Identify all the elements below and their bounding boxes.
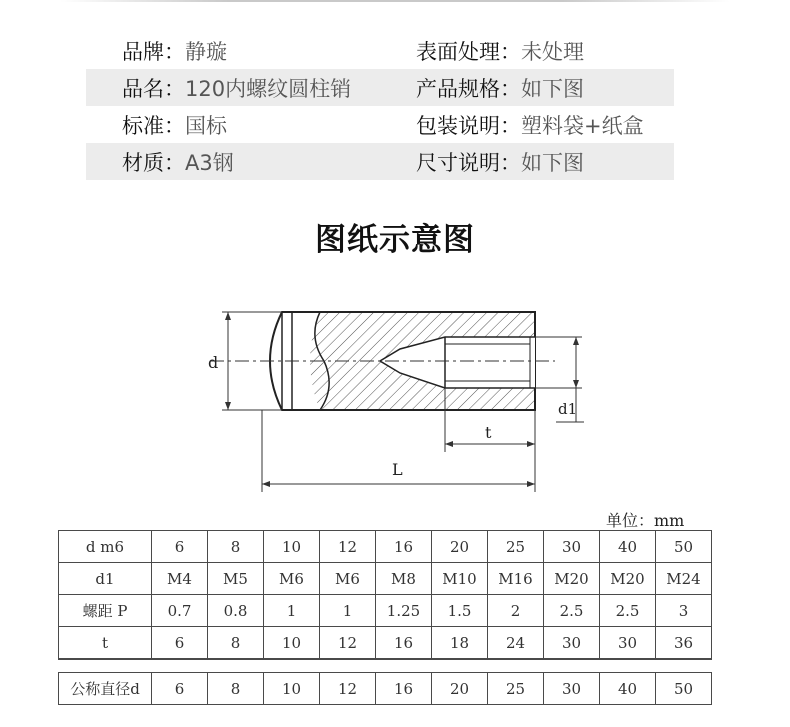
- table-cell: 40: [600, 531, 656, 563]
- spec-row: [86, 106, 674, 143]
- table-cell: 8: [208, 673, 264, 705]
- table-cell: 20: [432, 673, 488, 705]
- table-cell: 2: [488, 595, 544, 627]
- table-row: [59, 531, 712, 563]
- spec-row: [86, 143, 674, 180]
- spec-label: 尺寸说明：: [416, 150, 521, 175]
- table-cell: 6: [152, 531, 208, 563]
- spec-value: 国标: [185, 113, 227, 138]
- row-header: d m6: [59, 531, 152, 563]
- table-cell: M20: [544, 563, 600, 595]
- section-heading: 图纸示意图: [315, 222, 475, 258]
- table-cell: 0.8: [208, 595, 264, 627]
- spec-label: 材质：: [122, 150, 185, 175]
- spec-list: [86, 32, 674, 180]
- table-cell: 6: [152, 673, 208, 705]
- spec-label: 包装说明：: [416, 113, 521, 138]
- table-row: [59, 595, 712, 627]
- table-cell: 50: [656, 673, 712, 705]
- spec-label: 标准：: [122, 113, 185, 138]
- table-cell: 1.5: [432, 595, 488, 627]
- spec-label: 表面处理：: [416, 39, 521, 64]
- table-cell: 16: [376, 531, 432, 563]
- table-cell: 50: [656, 531, 712, 563]
- unit-label: 单位：mm: [606, 511, 685, 530]
- table-footer-row: [59, 673, 712, 705]
- table-cell: 12: [320, 531, 376, 563]
- table-cell: 10: [264, 531, 320, 563]
- row-header: 螺距 P: [59, 595, 152, 627]
- table-cell: M8: [376, 563, 432, 595]
- table-cell: 36: [656, 627, 712, 660]
- spec-value: 如下图: [521, 150, 584, 175]
- dim-t-label: t: [485, 423, 492, 442]
- pin-technical-drawing: [190, 292, 600, 497]
- table-cell: 12: [320, 627, 376, 660]
- table-cell: 30: [544, 531, 600, 563]
- spec-value: 静璇: [185, 39, 227, 64]
- dim-L-label: L: [392, 460, 403, 479]
- table-row: [59, 563, 712, 595]
- row-header: 公称直径d: [59, 673, 152, 705]
- spec-label: 品名：: [122, 76, 185, 101]
- table-cell: 2.5: [544, 595, 600, 627]
- dim-d1-label: d1: [558, 400, 578, 418]
- spec-value: 120内螺纹圆柱销: [185, 76, 352, 101]
- dim-d-label: d: [208, 353, 219, 372]
- table-cell: 8: [208, 627, 264, 660]
- table-cell: M6: [264, 563, 320, 595]
- table-cell: 6: [152, 627, 208, 660]
- table-cell: M20: [600, 563, 656, 595]
- table-cell: 10: [264, 673, 320, 705]
- spec-value: 如下图: [521, 76, 584, 101]
- table-cell: 2.5: [600, 595, 656, 627]
- top-divider: [60, 0, 730, 2]
- dimension-table: [58, 530, 712, 705]
- table-cell: 18: [432, 627, 488, 660]
- table-cell: 1: [264, 595, 320, 627]
- table-cell: 3: [656, 595, 712, 627]
- spec-row: [86, 32, 674, 69]
- spec-value: 塑料袋+纸盒: [521, 113, 644, 138]
- table-cell: M16: [488, 563, 544, 595]
- table-cell: 10: [264, 627, 320, 660]
- spec-row: [86, 69, 674, 106]
- table-cell: 30: [600, 627, 656, 660]
- table-cell: 40: [600, 673, 656, 705]
- table-cell: M10: [432, 563, 488, 595]
- table-cell: 8: [208, 531, 264, 563]
- table-cell: 25: [488, 673, 544, 705]
- spec-label: 产品规格：: [416, 76, 521, 101]
- table-row: [59, 627, 712, 660]
- table-cell: 25: [488, 531, 544, 563]
- table-cell: 1.25: [376, 595, 432, 627]
- table-cell: 0.7: [152, 595, 208, 627]
- table-cell: M6: [320, 563, 376, 595]
- table-cell: 12: [320, 673, 376, 705]
- table-cell: 20: [432, 531, 488, 563]
- table-cell: 1: [320, 595, 376, 627]
- table-cell: 24: [488, 627, 544, 660]
- row-header: t: [59, 627, 152, 660]
- table-cell: M4: [152, 563, 208, 595]
- table-cell: M5: [208, 563, 264, 595]
- table-cell: M24: [656, 563, 712, 595]
- table-cell: 30: [544, 627, 600, 660]
- spec-value: A3钢: [185, 150, 234, 175]
- spec-value: 未处理: [521, 39, 584, 64]
- row-header: d1: [59, 563, 152, 595]
- table-cell: 30: [544, 673, 600, 705]
- table-cell: 16: [376, 627, 432, 660]
- table-cell: 16: [376, 673, 432, 705]
- spec-label: 品牌：: [122, 39, 185, 64]
